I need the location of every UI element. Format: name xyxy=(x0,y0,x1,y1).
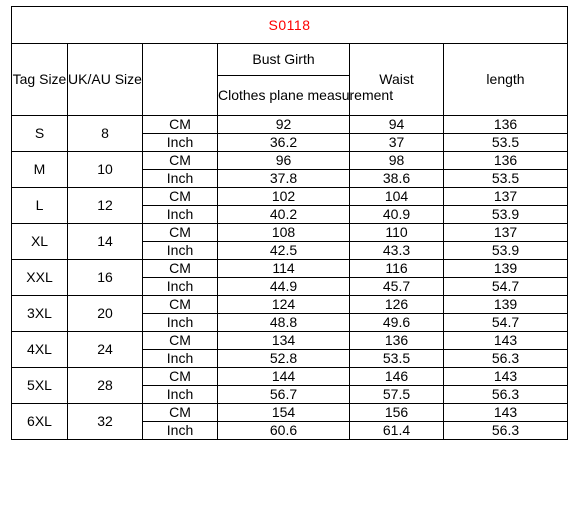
waist-cm-cell: 136 xyxy=(350,332,444,350)
table-row xyxy=(12,152,568,170)
waist-cm-cell: 110 xyxy=(350,224,444,242)
waist-inch-cell: 43.3 xyxy=(350,242,444,260)
table-row xyxy=(12,188,568,206)
length-inch-cell: 54.7 xyxy=(444,278,568,296)
length-cm-cell: 137 xyxy=(444,188,568,206)
bust-inch-cell: 36.2 xyxy=(218,134,350,152)
waist-inch-cell: 38.6 xyxy=(350,170,444,188)
length-cm-cell: 143 xyxy=(444,332,568,350)
length-cm-cell: 143 xyxy=(444,404,568,422)
tag-size-cell: L xyxy=(12,188,68,224)
unit-cm-cell: CM xyxy=(143,368,218,386)
header-bust-girth: Bust Girth xyxy=(218,44,350,76)
length-cm-cell: 143 xyxy=(444,368,568,386)
length-cm-cell: 136 xyxy=(444,116,568,134)
uk-au-size-cell: 20 xyxy=(68,296,143,332)
header-length: length xyxy=(444,44,568,116)
bust-cm-cell: 96 xyxy=(218,152,350,170)
waist-cm-cell: 146 xyxy=(350,368,444,386)
uk-au-size-cell: 14 xyxy=(68,224,143,260)
header-waist: Waist xyxy=(350,44,444,116)
uk-au-size-cell: 12 xyxy=(68,188,143,224)
waist-cm-cell: 98 xyxy=(350,152,444,170)
uk-au-size-cell: 10 xyxy=(68,152,143,188)
bust-inch-cell: 44.9 xyxy=(218,278,350,296)
bust-cm-cell: 92 xyxy=(218,116,350,134)
tag-size-cell: XL xyxy=(12,224,68,260)
waist-inch-cell: 49.6 xyxy=(350,314,444,332)
size-chart-sheet xyxy=(11,6,568,440)
length-inch-cell: 53.5 xyxy=(444,134,568,152)
waist-cm-cell: 116 xyxy=(350,260,444,278)
header-tag-size: Tag Size xyxy=(12,44,68,116)
waist-inch-cell: 37 xyxy=(350,134,444,152)
bust-cm-cell: 124 xyxy=(218,296,350,314)
length-inch-cell: 53.9 xyxy=(444,206,568,224)
length-inch-cell: 56.3 xyxy=(444,422,568,440)
unit-cm-cell: CM xyxy=(143,260,218,278)
bust-inch-cell: 37.8 xyxy=(218,170,350,188)
length-inch-cell: 56.3 xyxy=(444,350,568,368)
waist-cm-cell: 104 xyxy=(350,188,444,206)
waist-inch-cell: 45.7 xyxy=(350,278,444,296)
tag-size-cell: S xyxy=(12,116,68,152)
length-cm-cell: 139 xyxy=(444,296,568,314)
length-inch-cell: 56.3 xyxy=(444,386,568,404)
length-cm-cell: 139 xyxy=(444,260,568,278)
uk-au-size-cell: 28 xyxy=(68,368,143,404)
unit-inch-cell: Inch xyxy=(143,134,218,152)
unit-inch-cell: Inch xyxy=(143,422,218,440)
waist-cm-cell: 126 xyxy=(350,296,444,314)
length-cm-cell: 136 xyxy=(444,152,568,170)
table-row xyxy=(12,260,568,278)
table-row xyxy=(12,332,568,350)
bust-cm-cell: 108 xyxy=(218,224,350,242)
blank-area xyxy=(0,446,569,509)
bust-inch-cell: 42.5 xyxy=(218,242,350,260)
unit-inch-cell: Inch xyxy=(143,350,218,368)
bust-inch-cell: 60.6 xyxy=(218,422,350,440)
tag-size-cell: 6XL xyxy=(12,404,68,440)
waist-cm-cell: 156 xyxy=(350,404,444,422)
uk-au-size-cell: 24 xyxy=(68,332,143,368)
unit-cm-cell: CM xyxy=(143,332,218,350)
header-unit xyxy=(143,44,218,116)
waist-inch-cell: 40.9 xyxy=(350,206,444,224)
unit-inch-cell: Inch xyxy=(143,170,218,188)
tag-size-cell: 5XL xyxy=(12,368,68,404)
waist-cm-cell: 94 xyxy=(350,116,444,134)
waist-inch-cell: 53.5 xyxy=(350,350,444,368)
table-row xyxy=(12,224,568,242)
table-row xyxy=(12,368,568,386)
unit-cm-cell: CM xyxy=(143,152,218,170)
waist-inch-cell: 61.4 xyxy=(350,422,444,440)
bust-cm-cell: 144 xyxy=(218,368,350,386)
bust-cm-cell: 154 xyxy=(218,404,350,422)
tag-size-cell: 3XL xyxy=(12,296,68,332)
length-inch-cell: 54.7 xyxy=(444,314,568,332)
table-row xyxy=(12,404,568,422)
bust-cm-cell: 102 xyxy=(218,188,350,206)
table-row xyxy=(12,296,568,314)
tag-size-cell: 4XL xyxy=(12,332,68,368)
unit-cm-cell: CM xyxy=(143,224,218,242)
unit-inch-cell: Inch xyxy=(143,278,218,296)
bust-inch-cell: 40.2 xyxy=(218,206,350,224)
uk-au-size-cell: 32 xyxy=(68,404,143,440)
table-row xyxy=(12,116,568,134)
unit-cm-cell: CM xyxy=(143,296,218,314)
uk-au-size-cell: 8 xyxy=(68,116,143,152)
chart-title: S0118 xyxy=(12,7,568,44)
unit-cm-cell: CM xyxy=(143,404,218,422)
uk-au-size-cell: 16 xyxy=(68,260,143,296)
length-inch-cell: 53.9 xyxy=(444,242,568,260)
unit-inch-cell: Inch xyxy=(143,314,218,332)
bust-cm-cell: 134 xyxy=(218,332,350,350)
unit-inch-cell: Inch xyxy=(143,242,218,260)
bust-inch-cell: 56.7 xyxy=(218,386,350,404)
tag-size-cell: M xyxy=(12,152,68,188)
bust-cm-cell: 114 xyxy=(218,260,350,278)
header-row xyxy=(12,44,568,76)
unit-cm-cell: CM xyxy=(143,188,218,206)
unit-inch-cell: Inch xyxy=(143,386,218,404)
header-bust-sub: Clothes plane measurement xyxy=(218,76,350,116)
length-inch-cell: 53.5 xyxy=(444,170,568,188)
length-cm-cell: 137 xyxy=(444,224,568,242)
bust-inch-cell: 52.8 xyxy=(218,350,350,368)
title-row xyxy=(12,7,568,44)
bust-inch-cell: 48.8 xyxy=(218,314,350,332)
tag-size-cell: XXL xyxy=(12,260,68,296)
unit-cm-cell: CM xyxy=(143,116,218,134)
unit-inch-cell: Inch xyxy=(143,206,218,224)
size-chart-table xyxy=(11,6,568,440)
header-uk-au-size: UK/AU Size xyxy=(68,44,143,116)
waist-inch-cell: 57.5 xyxy=(350,386,444,404)
